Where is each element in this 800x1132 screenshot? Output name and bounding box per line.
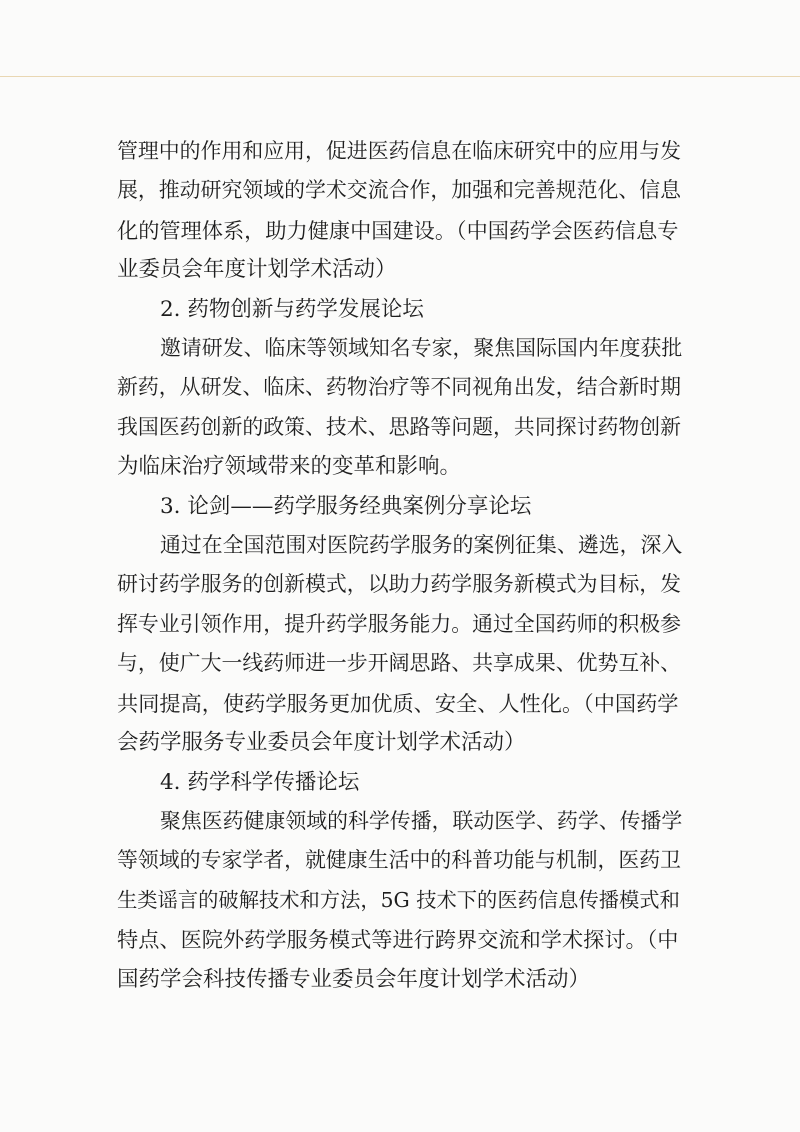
section-heading [117,763,685,802]
section-heading-text: 2. 药物创新与药学发展论坛 [160,296,424,322]
body-paragraph [117,526,685,762]
body-paragraph [117,132,685,290]
section-heading-text: 3. 论剑——药学服务经典案例分享论坛 [160,493,532,519]
text-line: 挥专业引领作用，提升药学服务能力。通过全国药师的积极参 [117,611,682,636]
text-line: 化的管理体系，助力健康中国建设。（中国药学会医药信息专 [117,217,679,243]
text-line: 展，推动研究领域的学术交流合作，加强和完善规范化、信息 [117,178,682,203]
text-line: 我国医药创新的政策、技术、思路等问题，共同探讨药物创新 [117,414,682,439]
text-line: 聚焦医药健康领域的科学传播，联动医学、药学、传播学 [160,808,683,833]
text-line: 邀请研发、临床等领域知名专家，聚焦国际国内年度获批 [160,336,683,361]
header-rule [0,76,800,77]
text-line: 会药学服务专业委员会年度计划学术活动） [117,730,526,756]
body-paragraph [117,329,685,487]
text-line: 管理中的作用和应用，促进医药信息在临床研究中的应用与发 [117,139,682,163]
text-line: 国药学会科技传播专业委员会年度计划学术活动） [117,966,591,992]
text-line: 生类谣言的破解技术和方法，5G 技术下的医药信息传播模式和 [117,887,680,912]
section-heading [117,487,685,526]
text-line: 研讨药学服务的创新模式，以助力药学服务新模式为目标，发 [117,572,682,597]
text-line: 共同提高，使药学服务更加优质、安全、人性化。（中国药学 [117,690,679,716]
text-line: 通过在全国范围对医院药学服务的案例征集、遴选，深入 [160,533,683,558]
body-paragraph [117,802,685,999]
text-line: 特点、医院外药学服务模式等进行跨界交流和学术探讨。（中 [117,927,679,953]
section-heading [117,290,685,329]
text-line: 与，使广大一线药师进一步开阔思路、共享成果、优势互补、 [117,651,682,676]
text-line: 新药，从研发、临床、药物治疗等不同视角出发，结合新时期 [117,375,682,400]
document-body [117,132,685,999]
text-line: 等领域的专家学者，就健康生活中的科普功能与机制，医药卫 [117,848,682,873]
text-line: 为临床治疗领域带来的变革和影响。 [117,454,462,480]
section-heading-text: 4. 药学科学传播论坛 [160,769,360,795]
text-line: 业委员会年度计划学术活动） [117,257,397,283]
